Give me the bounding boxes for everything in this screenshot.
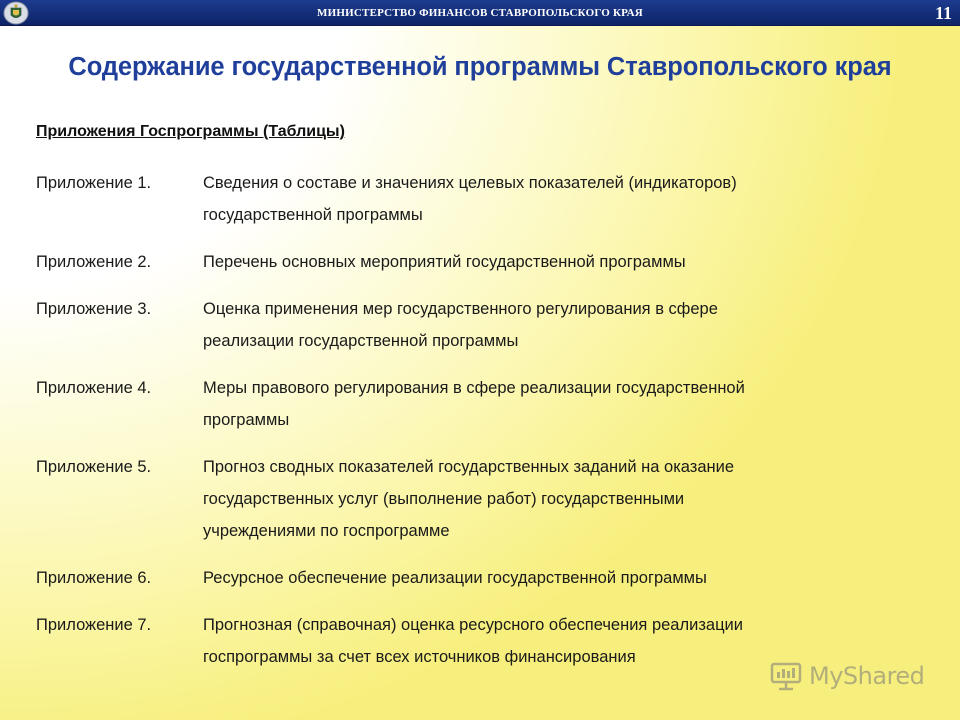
appendix-description (203, 293, 936, 357)
appendix-description (203, 451, 936, 547)
description-line: реализации государственной программы (203, 332, 519, 350)
list-item (36, 246, 936, 278)
description-line: госпрограммы за счет всех источников финансирования (203, 648, 636, 666)
page-title: Содержание государственной программы Ставропольского края (68, 53, 892, 81)
list-item (36, 562, 936, 594)
appendix-label: Приложение 6. (36, 569, 152, 587)
appendix-label: Приложение 5. (36, 458, 152, 476)
description-line: программы (203, 411, 290, 429)
list-item (36, 372, 936, 436)
list-item (36, 293, 936, 357)
appendix-label: Приложение 7. (36, 616, 152, 634)
description-line: Прогнозная (справочная) оценка ресурсного обеспечения реализации (203, 616, 743, 634)
description-line: Ресурсное обеспечение реализации государственной программы (203, 569, 707, 587)
list-item (36, 167, 936, 231)
appendix-label: Приложение 3. (36, 300, 152, 318)
appendix-label: Приложение 1. (36, 174, 152, 192)
description-line: Меры правового регулирования в сфере реализации государственной (203, 379, 745, 397)
appendix-label: Приложение 2. (36, 253, 152, 271)
description-line: Перечень основных мероприятий государственной программы (203, 253, 686, 271)
header-bar (0, 0, 960, 26)
appendix-description (203, 562, 936, 594)
appendix-description (203, 246, 936, 278)
description-line: государственных услуг (выполнение работ) государственными (203, 490, 685, 508)
description-line: Прогноз сводных показателей государственных заданий на оказание (203, 458, 735, 476)
ministry-name: МИНИСТЕРСТВО ФИНАНСОВ СТАВРОПОЛЬСКОГО КРАЯ (317, 7, 643, 19)
section-subtitle: Приложения Госпрограммы (Таблицы) (36, 123, 345, 140)
description-line: государственной программы (203, 206, 423, 224)
appendix-list (36, 167, 936, 673)
list-item (36, 451, 936, 547)
description-line: Сведения о составе и значениях целевых показателей (индикаторов) (203, 174, 737, 192)
description-line: учреждениями по госпрограмме (203, 522, 450, 540)
appendix-description (203, 372, 936, 436)
page-number: 11 (934, 3, 952, 23)
presentation-icon (769, 660, 803, 692)
watermark (769, 656, 924, 696)
watermark-text: MyShared (809, 662, 925, 690)
appendix-description (203, 167, 936, 231)
appendix-label: Приложение 4. (36, 379, 152, 397)
description-line: Оценка применения мер государственного регулирования в сфере (203, 300, 718, 318)
